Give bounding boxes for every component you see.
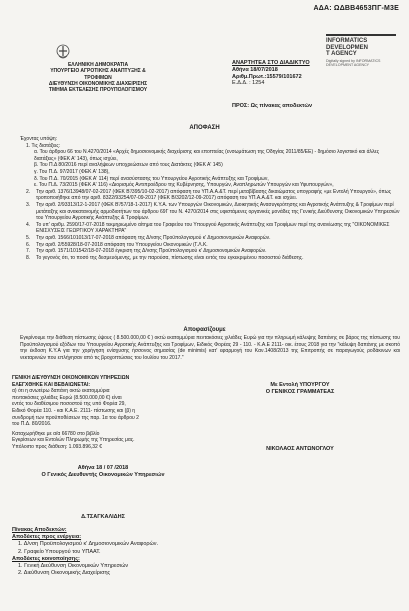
recipient-item: 1. Γενική Διεύθυνση Οικονομικών Υπηρεσιών: [18, 563, 129, 570]
meta-date: Αθήνα 18/07/2018: [232, 66, 278, 73]
ada-code: ΑΔΑ: ΩΔΒΒ4653ΠΓ-Μ3Ε: [313, 5, 399, 12]
document-title: ΑΠΟΦΑΣΗ: [189, 125, 220, 131]
verification-line: πεντακόσιες χιλιάδες Ευρώ (8.500.000,00 €) είναι: [12, 394, 122, 401]
provisions-list: [20, 149, 400, 189]
verification-heading: ΕΛΕΓΧΘΗΚΕ ΚΑΙ ΒΕΒΑΙΩΝΕΤΑΙ:: [12, 381, 91, 388]
signature-title: Ο ΓΕΝΙΚΟΣ ΓΡΑΜΜΑΤΕΑΣ: [265, 389, 335, 395]
greek-emblem-icon: [56, 44, 70, 60]
verification-line: Ειδικό Φορέα 110. - και Κ.Α.Ε. 2111- πίστωσης και (β) η: [12, 407, 136, 414]
numbered-item: 6. Την αριθ. 2/55928/18-07-2018 απόφαση του Υπουργείου Οικονομικών (Γ.Λ.Κ.: [26, 241, 208, 248]
numbered-item: 3. Την αριθ. 2/93313/12-1-2017 (ΦΕΚ Β'/57/18-1-2017) Κ.Υ.Α. των Υπουργών Οικονομικών, Διοικητικής Ανασυγκρότησης και Αγροτικής Ανάπτυξης & Τροφίμων περί μετάταξης και ανακατανομής αρμοδιοτήτων του άρθρου 69Γ του Ν. 4270/2014 στις υφιστάμενες οργανικές μονάδες της Γενικής Διεύθυνσης Οικονομικών Υπηρεσιών του Υπουργείου Αγροτικής Ανάπτυξης & Τροφίμων.: [26, 201, 400, 222]
director-signature-name: Δ.ΤΣΑΓΚΑΛΙΔΗΣ: [81, 514, 125, 520]
provision-item: δ. Του Π.Δ. 70/2015 (ΦΕΚ Α' 114) περί ανασύστασης του Υπουργείου Αγροτικής Ανάπτυξης και Τροφίμων,: [34, 175, 269, 182]
numbered-item: 4. Το υπ' αριθμ. 2590/17-07-2018 τεκμηριωμένο αίτημα του Γραφείου του Υπουργού Αγροτικής Ανάπτυξης και Τροφίμων περί της ανανέωσης της "ΟΙΚΟΝΟΜΙΚΕΣ ΕΝΙΣΧΥΣΕΙΣ ΓΕΩΡΓΙΚΟΥ ΧΑΡΑΚΤΗΡΑ": [26, 221, 390, 235]
organization-header: [28, 62, 168, 93]
provision-item: β. Του Π.Δ 80/2016 περί αναλήψεων υποχρεώσεων από τους Διατάκτες (ΦΕΚ Α' 145): [34, 162, 223, 169]
meta-protocol: Αριθμ.Πρωτ.:15579/101672: [232, 73, 302, 80]
signature-date: Αθήνα 18 / 07 /2018: [77, 465, 129, 471]
logo-line: DEVELOPMEN: [326, 44, 369, 51]
logo-line: T AGENCY: [326, 51, 357, 57]
numbered-item: 8. Το γεγονός ότι, το ποσό της δεσμευόμενης, με την παρούσα, πίστωσης είναι εντός του εγκεκριμένου ποσοστού διάθεσης.: [26, 254, 304, 261]
verification-line: εντός του διαθέσιμου ποσοστού της υπό Φορέα 29,: [12, 401, 126, 408]
minister-signature-block: [230, 382, 370, 396]
action-recipients-title: Αποδέκτες προς ενέργεια:: [12, 534, 82, 541]
director-signature-block: [28, 465, 178, 479]
recipient-item: 2. Γραφείο Υπουργού του ΥΠΑΑΤ.: [18, 548, 101, 555]
org-line: ΥΠΟΥΡΓΕΙΟ ΑΓΡΟΤΙΚΗΣ ΑΝΑΠΤΥΞΗΣ &: [50, 68, 146, 75]
verification-line: συνδρομή των προϋποθέσεων της παρ. 1α του άρθρου 2: [12, 414, 139, 421]
numbered-item: 7. Την αριθ. 1571/101542/18-07-2018 έγκριση της Δ/νσης Προϋπολογισμού κ' Δημοσιονομικών Αναφορών.: [26, 248, 267, 255]
verification-heading: ΓΕΝΙΚΗ ΔΙΕΥΘΥΝΣΗ ΟΙΚΟΝΟΜΙΚΩΝ ΥΠΗΡΕΣΙΩΝ: [12, 375, 130, 381]
recipient-line: ΠΡΟΣ: Ως πίνακας αποδεκτών: [232, 103, 313, 109]
signature-title: Ο Γενικός Διευθυντής Οικονομικών Υπηρεσιών: [41, 472, 165, 478]
considerations-section: [20, 136, 400, 261]
provision-item: γ. Του Π.Δ. 97/2017 (ΦΕΚ Α' 138),: [34, 168, 110, 175]
verification-line: του Π.Δ. 80/2016.: [12, 421, 52, 428]
remaining-balance: Υπόλοιπο προς διάθεση: 1.093.896,32 €: [12, 443, 103, 450]
org-line: ΤΡΟΦΙΜΩΝ: [84, 74, 112, 81]
registration-line: Εγκρίσεων και Εντολών Πληρωμής της Υπηρεσίας μας.: [12, 437, 135, 444]
verification-line: α) ότι η ανωτέρω δαπάνη οκτώ εκατομμύρια: [12, 388, 110, 395]
having-label: Έχοντας υπόψη:: [20, 136, 57, 142]
recipient-item: 2. Διεύθυνση Οικονομικής Διαχείρισης: [18, 570, 111, 577]
logo-bar: [326, 34, 396, 36]
signature-title: Με Εντολή ΥΠΟΥΡΓΟΥ: [270, 382, 330, 388]
decision-text: Εγκρίνουμε την διάθεση πίστωσης ύψους ( 8.500.000,00 € ) οκτώ εκατομμύρια πεντακόσιες χιλιάδες Ευρώ για την πληρωμή κάλυψης δαπάνης σε βάρος της πίστωσης του Προϋπολογισμού εξόδων του Υπουργείου Αγροτικής Ανάπτυξης και Τροφίμων, Ειδικός Φορέας 29 - 110. - Κ.Α.Ε 2111- οικ. έτους 2018 για την "κάλυψη δαπάνης με σκοπό την έκδοση Κ.Υ.Α για την χορήγηση ενίσχυσης ήσσονος σημασίας (de minimis) κατ' εφαρμογή του Καν.1408/2013 της Επιτροπής σε παραγωγούς ροδάκινων και νεκταρινιών που επλήγησαν από τις βροχοπτώσεις του Ιουλίου του 2017.": [20, 335, 400, 361]
document-meta: [232, 60, 352, 87]
verification-box: [12, 375, 172, 451]
numbered-items: [20, 189, 400, 262]
registration-line: Καταχωρήθηκε με α/α 66780 στο βιβλίο: [12, 430, 100, 437]
logo-signature-note: Digitally signed by INFORMATICS DEVELOPMENT AGENCY: [326, 58, 381, 67]
recipients-table: [12, 527, 232, 577]
org-line: ΤΜΗΜΑ ΕΚΤΕΛΕΣΗΣ ΠΡΟΥΠΟΛΟΓΙΣΜΟΥ: [48, 87, 148, 94]
recipients-title: Πίνακας Αποδεκτών:: [12, 527, 67, 533]
logo-line: INFORMATICS: [326, 38, 368, 44]
provisions-intro: 1. Τις διατάξεις:: [26, 142, 61, 149]
numbered-item: 5. Την αριθ. 1566/101013/17-07-2018 απόφαση της Δ/νσης Προϋπολογισμού κ' Δημοσιονομικών Αναφορών.: [26, 234, 271, 241]
recipient-item: 1. Δ/νση Προϋπολογισμού κ' Δημοσιονομικών Αναφορών.: [18, 541, 159, 548]
numbered-item: 2. Την αριθ. 1376/13948/07-02-2017 (ΦΕΚ Β'/395/10-02-2017) απόφαση του ΥΠ.Α.Α.&Τ. περί μεταβίβασης δικαιώματος υπογραφής «με Εντολή Υπουργού», όπως τροποποιήθηκε από την αριθ. 8322/93254/07-09-2017 (ΦΕΚ Β/3202/12-09-2017) απόφαση του ΥΠ.Α.Α.&Τ. και ισχύει.: [26, 188, 392, 202]
meta-heading: ΑΝΑΡΤΗΤΕΑ ΣΤΟ ΔΙΑΔΙΚΤΥΟ: [232, 60, 310, 66]
minister-signature-name: ΝΙΚΟΛΑΟΣ ΑΝΤΩΝΟΓΛΟΥ: [266, 446, 334, 452]
meta-edd: Ε.Δ.Δ. : 1254: [232, 80, 265, 87]
info-recipients-title: Αποδέκτες κοινοποίησης:: [12, 555, 80, 562]
org-line: ΕΛΛΗΝΙΚΗ ΔΗΜΟΚΡΑΤΙΑ: [67, 62, 129, 68]
org-line: ΔΙΕΥΘΥΝΣΗ ΟΙΚΟΝΟΜΙΚΗΣ ΔΙΑΧΕΙΡΙΣΗΣ: [48, 80, 148, 87]
provision-item: α. Του άρθρου 66 του Ν.4270/2014 «Αρχές δημοσιονομικής διαχείρισης και εποπτείας (ενσωμάτωση της Οδηγίας 2011/85/ΕΕ) - δημόσιο λογιστικό και άλλες διατάξεις» (ΦΕΚ Α' 143), όπως ισχύει,: [34, 149, 380, 162]
decision-heading: Αποφασίζουμε: [183, 327, 226, 333]
provision-item: ε. Του Π.Δ. 73/2015 (ΦΕΚ Α' 116) «Διορισμός Αντιπροέδρου της Κυβέρνησης, Υπουργών, Αναπληρωτών Υπουργών και Υφυπουργών»,: [34, 182, 334, 189]
